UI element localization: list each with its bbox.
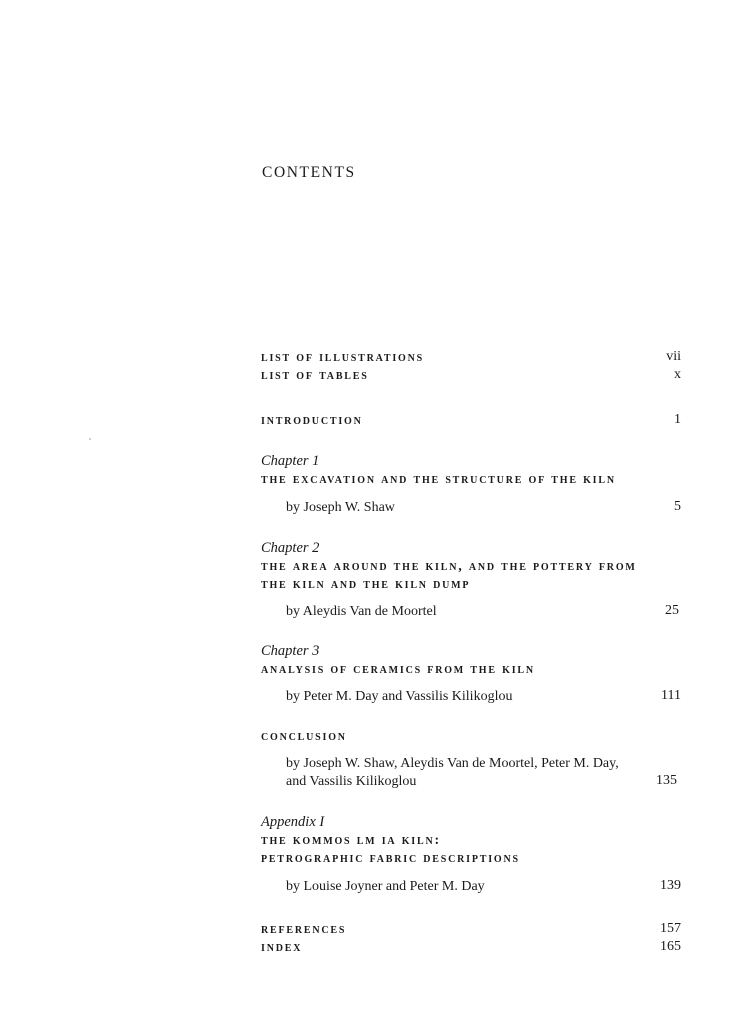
appendix-title: the kommos lm ia kiln: <box>261 833 441 848</box>
toc-entry-illustrations[interactable] <box>261 348 681 366</box>
toc-entry-title: list of tables <box>261 368 369 383</box>
toc-page-number: 111 <box>661 688 681 703</box>
chapter-author: by Peter M. Day and Vassilis Kilikoglou <box>286 689 513 704</box>
toc-entry-chapter-2[interactable] <box>261 539 679 620</box>
chapter-author: by Aleydis Van de Moortel <box>286 604 437 619</box>
page-title: CONTENTS <box>262 164 356 181</box>
chapter-author: and Vassilis Kilikoglou <box>286 774 417 789</box>
chapter-title: the kiln and the kiln dump <box>261 577 471 592</box>
chapter-label: Chapter 3 <box>261 643 320 659</box>
toc-entry-title: introduction <box>261 413 363 428</box>
toc-entry-appendix-1[interactable] <box>261 813 681 895</box>
toc-entry-conclusion[interactable] <box>261 727 677 790</box>
chapter-label: Chapter 2 <box>261 540 320 556</box>
appendix-title: petrographic fabric descriptions <box>261 851 520 866</box>
chapter-title: the area around the kiln, and the pottery from <box>261 559 637 574</box>
toc-page-number: 25 <box>665 603 679 618</box>
toc-entry-references[interactable] <box>261 920 681 938</box>
toc-page-number: vii <box>666 349 681 364</box>
toc-entry-introduction[interactable] <box>261 411 681 429</box>
toc-entry-index[interactable] <box>261 938 681 956</box>
chapter-title: the excavation and the structure of the kiln <box>261 472 616 487</box>
chapter-title: analysis of ceramics from the kiln <box>261 662 535 677</box>
toc-entry-tables[interactable] <box>261 366 681 384</box>
toc-page-number: 139 <box>660 878 681 893</box>
toc-page-number: 157 <box>660 921 681 936</box>
chapter-label: Chapter 1 <box>261 453 320 469</box>
toc-page-number: 1 <box>674 412 681 427</box>
scan-speck <box>89 438 91 440</box>
toc-front-matter <box>261 348 681 384</box>
appendix-label: Appendix I <box>261 814 325 830</box>
toc-page-number: 135 <box>656 773 677 788</box>
appendix-author: by Louise Joyner and Peter M. Day <box>286 879 485 894</box>
toc-entry-chapter-1[interactable] <box>261 452 681 516</box>
toc-page-number: 5 <box>674 499 681 514</box>
toc-entry-title: index <box>261 940 303 955</box>
toc-page-number: x <box>674 367 681 382</box>
toc-entry-title: list of illustrations <box>261 350 424 365</box>
chapter-author: by Joseph W. Shaw <box>286 500 395 515</box>
toc-entry-chapter-3[interactable] <box>261 642 681 705</box>
toc-back-matter <box>261 920 681 956</box>
chapter-author: by Joseph W. Shaw, Aleydis Van de Moortel, Peter M. Day, <box>286 756 619 771</box>
toc-entry-title: references <box>261 922 347 937</box>
chapter-title: conclusion <box>261 729 347 744</box>
toc-page-number: 165 <box>660 939 681 954</box>
